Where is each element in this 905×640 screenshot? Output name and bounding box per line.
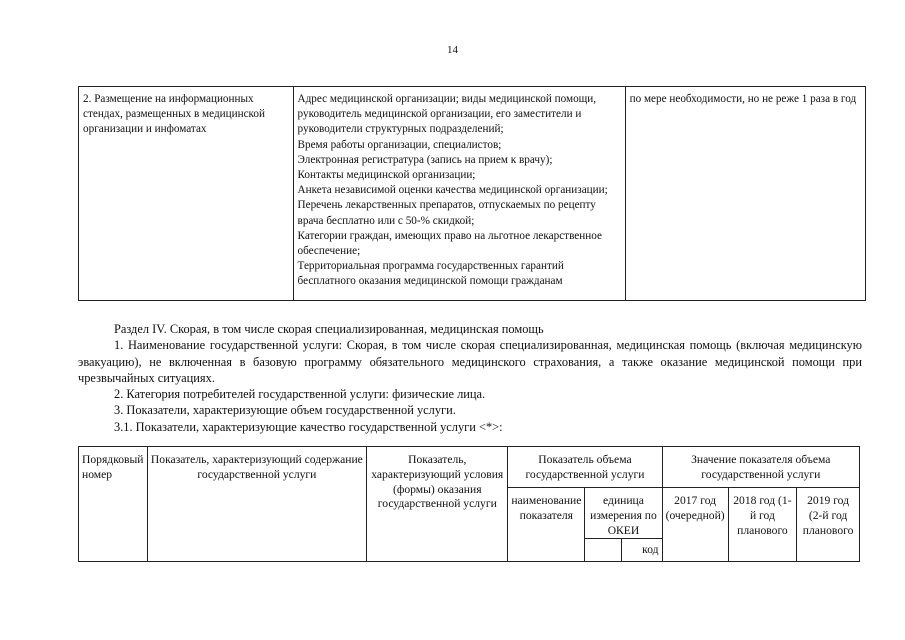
section-heading: Раздел IV. Скорая, в том числе скорая специализированная, медицинская помощь <box>114 322 544 336</box>
page-number: 14 <box>447 44 458 56</box>
header-unit-name <box>585 539 622 562</box>
header-conditions: Показатель, характеризующий условия (формы) оказания государственной услуги <box>367 447 508 562</box>
table-header-row <box>79 447 860 488</box>
info-placement-table <box>78 86 866 301</box>
content-line: Время работы организации, специалистов; <box>297 138 502 151</box>
indicators-table <box>78 446 860 562</box>
placement-method-cell: 2. Размещение на информационных стендах, размещенных в медицинской организации и инфоматах <box>79 87 294 301</box>
content-line: Категории граждан, имеющих право на льготное лекарственное обеспечение; <box>297 229 602 258</box>
header-year-2018: 2018 год (1-й год планового <box>728 488 797 562</box>
content-line: Территориальная программа государственных гарантий бесплатного оказания медицинской помощи гражданам <box>297 260 564 288</box>
content-line: Электронная регистратура (запись на прием к врачу); <box>297 153 553 166</box>
header-unit: единица измерения по ОКЕИ <box>585 488 662 539</box>
header-content: Показатель, характеризующий содержание государственной услуги <box>147 447 367 562</box>
consumer-category-paragraph: 2. Категория потребителей государственной услуги: физические лица. <box>114 387 486 402</box>
header-year-2019: 2019 год (2-й год планового <box>797 488 860 562</box>
table-row <box>79 87 866 301</box>
placement-content-cell <box>293 87 625 301</box>
header-number: Порядковый номер <box>79 447 148 562</box>
quality-indicators-paragraph: 3.1. Показатели, характеризующие качество государственной услуги <*>: <box>114 419 503 434</box>
content-line: Анкета независимой оценки качества медицинской организации; <box>297 184 608 197</box>
header-code: код <box>621 539 662 562</box>
header-indicator-name: наименование показателя <box>508 488 585 562</box>
header-value: Значение показателя объема государственной услуги <box>662 447 859 488</box>
content-line: Адрес медицинской организации; виды медицинской помощи, руководитель медицинской организации, его заместители и руководители структурных подразделений; <box>297 93 597 136</box>
header-volume: Показатель объема государственной услуги <box>508 447 662 488</box>
update-frequency-cell: по мере необходимости, но не реже 1 раза в год <box>625 87 865 301</box>
section-text <box>78 321 862 435</box>
service-name-paragraph: 1. Наименование государственной услуги: Скорая, в том числе скорая специализированная, медицинская помощь (включая медицинскую эвакуацию), не включенная в базовую программу обязательного медицинского страхования, а также оказание медицинской помощи при чрезвычайных ситуациях. <box>78 338 862 385</box>
content-line: Контакты медицинской организации; <box>297 169 476 182</box>
volume-indicators-paragraph: 3. Показатели, характеризующие объем государственной услуги. <box>114 403 456 418</box>
header-year-2017: 2017 год (очередной) <box>662 488 728 562</box>
content-line: Перечень лекарственных препаратов, отпускаемых по рецепту врача бесплатно или с 50-% скидкой; <box>297 199 596 227</box>
